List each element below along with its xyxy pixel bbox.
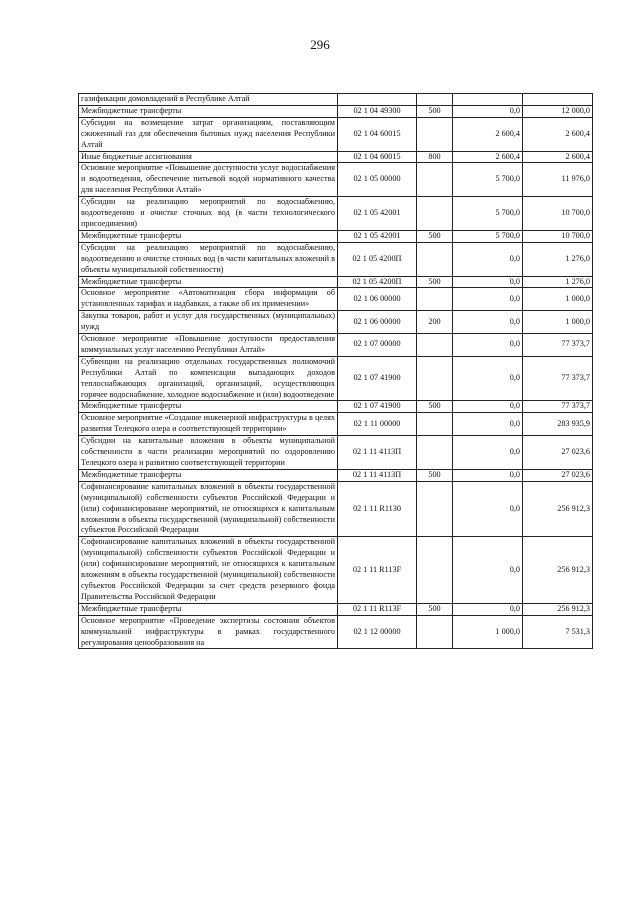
row-name: Субсидии на капитальные вложения в объекты муниципальной собственности в части реализации мероприятий по оздоровлению Телецкого озера и развитию соответствующей территории	[79, 436, 338, 470]
budget-code: 02 1 06 00000	[338, 311, 417, 334]
amount-first-year	[453, 94, 523, 106]
expense-type: 500	[417, 276, 453, 288]
budget-table	[78, 93, 593, 649]
amount-second-year: 27 023,6	[523, 469, 593, 481]
expense-type	[417, 242, 453, 276]
table-row	[79, 288, 593, 311]
row-name: Субсидии на реализацию мероприятий по водоснабжению, водоотведению и очистке сточных вод (в части технологического присоединения)	[79, 197, 338, 231]
row-name: Софинансирование капитальных вложений в объекты государственной (муниципальной) собственности субъектов Российской Федерации и (или) софинансирование мероприятий, не относящихся к капитальным вложениям в объекты государственной (муниципальной) собственности субъектов Российской Федерации за счет средств резервного фонда Правительства Российской Федерации	[79, 537, 338, 603]
amount-second-year: 2 600,4	[523, 151, 593, 163]
budget-code: 02 1 04 49300	[338, 105, 417, 117]
expense-type	[417, 537, 453, 603]
budget-code: 02 1 11 00000	[338, 413, 417, 436]
amount-second-year: 1 276,0	[523, 242, 593, 276]
amount-first-year: 0,0	[453, 356, 523, 401]
amount-first-year: 0,0	[453, 413, 523, 436]
row-name: Основное мероприятие «Проведение экспертизы состояния объектов коммунальной инфраструктуры в рамках государственного регулирования ценообразования на	[79, 615, 338, 649]
expense-type: 200	[417, 311, 453, 334]
amount-second-year: 77 373,7	[523, 334, 593, 357]
budget-code: 02 1 06 00000	[338, 288, 417, 311]
table-row	[79, 311, 593, 334]
amount-first-year: 0,0	[453, 481, 523, 537]
amount-first-year: 0,0	[453, 105, 523, 117]
table-row	[79, 151, 593, 163]
amount-second-year: 10 700,0	[523, 230, 593, 242]
budget-code	[338, 94, 417, 106]
amount-second-year: 1 000,0	[523, 288, 593, 311]
row-name: Межбюджетные трансферты	[79, 105, 338, 117]
amount-second-year: 77 373,7	[523, 356, 593, 401]
budget-code: 02 1 11 4113П	[338, 436, 417, 470]
amount-second-year: 256 912,3	[523, 481, 593, 537]
expense-type: 500	[417, 469, 453, 481]
table-row	[79, 163, 593, 197]
amount-first-year: 0,0	[453, 401, 523, 413]
amount-second-year: 10 700,0	[523, 197, 593, 231]
table-row	[79, 401, 593, 413]
row-name: Основное мероприятие «Создание инженерной инфраструктуры в целях развития Телецкого озера и соответствующей территории»	[79, 413, 338, 436]
expense-type	[417, 163, 453, 197]
expense-type	[417, 481, 453, 537]
amount-first-year: 1 000,0	[453, 615, 523, 649]
budget-code: 02 1 07 41900	[338, 401, 417, 413]
expense-type: 500	[417, 603, 453, 615]
budget-code: 02 1 05 4200П	[338, 276, 417, 288]
expense-type	[417, 288, 453, 311]
budget-code: 02 1 05 4200П	[338, 242, 417, 276]
expense-type	[417, 356, 453, 401]
table-row	[79, 334, 593, 357]
page-number: 296	[310, 37, 330, 52]
row-name: Межбюджетные трансферты	[79, 230, 338, 242]
amount-second-year: 11 976,0	[523, 163, 593, 197]
row-name: Межбюджетные трансферты	[79, 469, 338, 481]
amount-second-year: 1 000,0	[523, 311, 593, 334]
amount-first-year: 0,0	[453, 537, 523, 603]
table-row	[79, 276, 593, 288]
expense-type: 500	[417, 401, 453, 413]
table-row	[79, 481, 593, 537]
amount-first-year: 5 700,0	[453, 197, 523, 231]
amount-first-year: 0,0	[453, 469, 523, 481]
budget-code: 02 1 11 R1130	[338, 481, 417, 537]
table-row	[79, 537, 593, 603]
budget-code: 02 1 11 R113F	[338, 537, 417, 603]
expense-type: 800	[417, 151, 453, 163]
row-name: газификации домовладений в Республике Алтай	[79, 94, 338, 106]
row-name: Субсидии на возмещение затрат организациям, поставляющим сжиженный газ для обеспечения бытовых нужд населения Республики Алтай	[79, 117, 338, 151]
table-row	[79, 230, 593, 242]
table-row	[79, 615, 593, 649]
amount-second-year: 256 912,3	[523, 537, 593, 603]
row-name: Межбюджетные трансферты	[79, 276, 338, 288]
table-row	[79, 117, 593, 151]
row-name: Межбюджетные трансферты	[79, 603, 338, 615]
amount-first-year: 0,0	[453, 436, 523, 470]
amount-first-year: 2 600,4	[453, 151, 523, 163]
amount-second-year: 256 912,3	[523, 603, 593, 615]
amount-second-year: 1 276,0	[523, 276, 593, 288]
expense-type: 500	[417, 230, 453, 242]
budget-code: 02 1 04 60015	[338, 151, 417, 163]
row-name: Основное мероприятие «Повышение доступности услуг водоснабжения и водоотведения, обеспечение питьевой водой нормативного качества для населения Республики Алтай»	[79, 163, 338, 197]
amount-first-year: 0,0	[453, 276, 523, 288]
amount-first-year: 0,0	[453, 288, 523, 311]
row-name: Субвенции на реализацию отдельных государственных полномочий Республики Алтай по компенсации выпадающих доходов теплоснабжающих организаций, организаций, осуществляющих горячее водоснабжение, холодное водоснабжение и (или) водоотведение	[79, 356, 338, 401]
amount-second-year: 12 000,0	[523, 105, 593, 117]
budget-code: 02 1 05 00000	[338, 163, 417, 197]
table-row	[79, 197, 593, 231]
table-row	[79, 356, 593, 401]
expense-type	[417, 615, 453, 649]
amount-second-year: 7 531,3	[523, 615, 593, 649]
expense-type	[417, 334, 453, 357]
amount-second-year: 283 935,9	[523, 413, 593, 436]
table-row	[79, 469, 593, 481]
amount-first-year: 0,0	[453, 334, 523, 357]
amount-first-year: 0,0	[453, 603, 523, 615]
expense-type	[417, 436, 453, 470]
table-row	[79, 603, 593, 615]
amount-first-year: 0,0	[453, 311, 523, 334]
expense-type	[417, 94, 453, 106]
budget-code: 02 1 11 R113F	[338, 603, 417, 615]
row-name: Межбюджетные трансферты	[79, 401, 338, 413]
budget-table-body	[79, 94, 593, 649]
amount-first-year: 5 700,0	[453, 230, 523, 242]
amount-second-year	[523, 94, 593, 106]
table-row	[79, 94, 593, 106]
amount-second-year: 27 023,6	[523, 436, 593, 470]
table-row	[79, 413, 593, 436]
budget-code: 02 1 07 00000	[338, 334, 417, 357]
amount-first-year: 2 600,4	[453, 117, 523, 151]
row-name: Иные бюджетные ассигнования	[79, 151, 338, 163]
row-name: Основное мероприятие «Повышение доступности предоставления коммунальных услуг населению Республики Алтай»	[79, 334, 338, 357]
table-row	[79, 105, 593, 117]
amount-first-year: 5 700,0	[453, 163, 523, 197]
amount-first-year: 0,0	[453, 242, 523, 276]
amount-second-year: 77 373,7	[523, 401, 593, 413]
budget-code: 02 1 05 42001	[338, 197, 417, 231]
row-name: Субсидии на реализацию мероприятий по водоснабжению, водоотведению и очистке сточных вод (в части капитальных вложений в объекты муниципальной собственности)	[79, 242, 338, 276]
expense-type: 500	[417, 105, 453, 117]
budget-code: 02 1 05 42001	[338, 230, 417, 242]
budget-code: 02 1 04 60015	[338, 117, 417, 151]
table-row	[79, 242, 593, 276]
table-row	[79, 436, 593, 470]
expense-type	[417, 413, 453, 436]
row-name: Основное мероприятие «Автоматизация сбора информации об установленных тарифах и надбавках, а также об их применении»	[79, 288, 338, 311]
row-name: Софинансирование капитальных вложений в объекты государственной (муниципальной) собственности субъектов Российской Федерации и (или) софинансирование мероприятий, не относящихся к капитальным вложениям в объекты государственной (муниципальной) собственности субъектов Российской Федерации	[79, 481, 338, 537]
amount-second-year: 2 600,4	[523, 117, 593, 151]
budget-code: 02 1 12 00000	[338, 615, 417, 649]
budget-code: 02 1 11 4113П	[338, 469, 417, 481]
row-name: Закупка товаров, работ и услуг для государственных (муниципальных) нужд	[79, 311, 338, 334]
expense-type	[417, 117, 453, 151]
budget-code: 02 1 07 41900	[338, 356, 417, 401]
expense-type	[417, 197, 453, 231]
